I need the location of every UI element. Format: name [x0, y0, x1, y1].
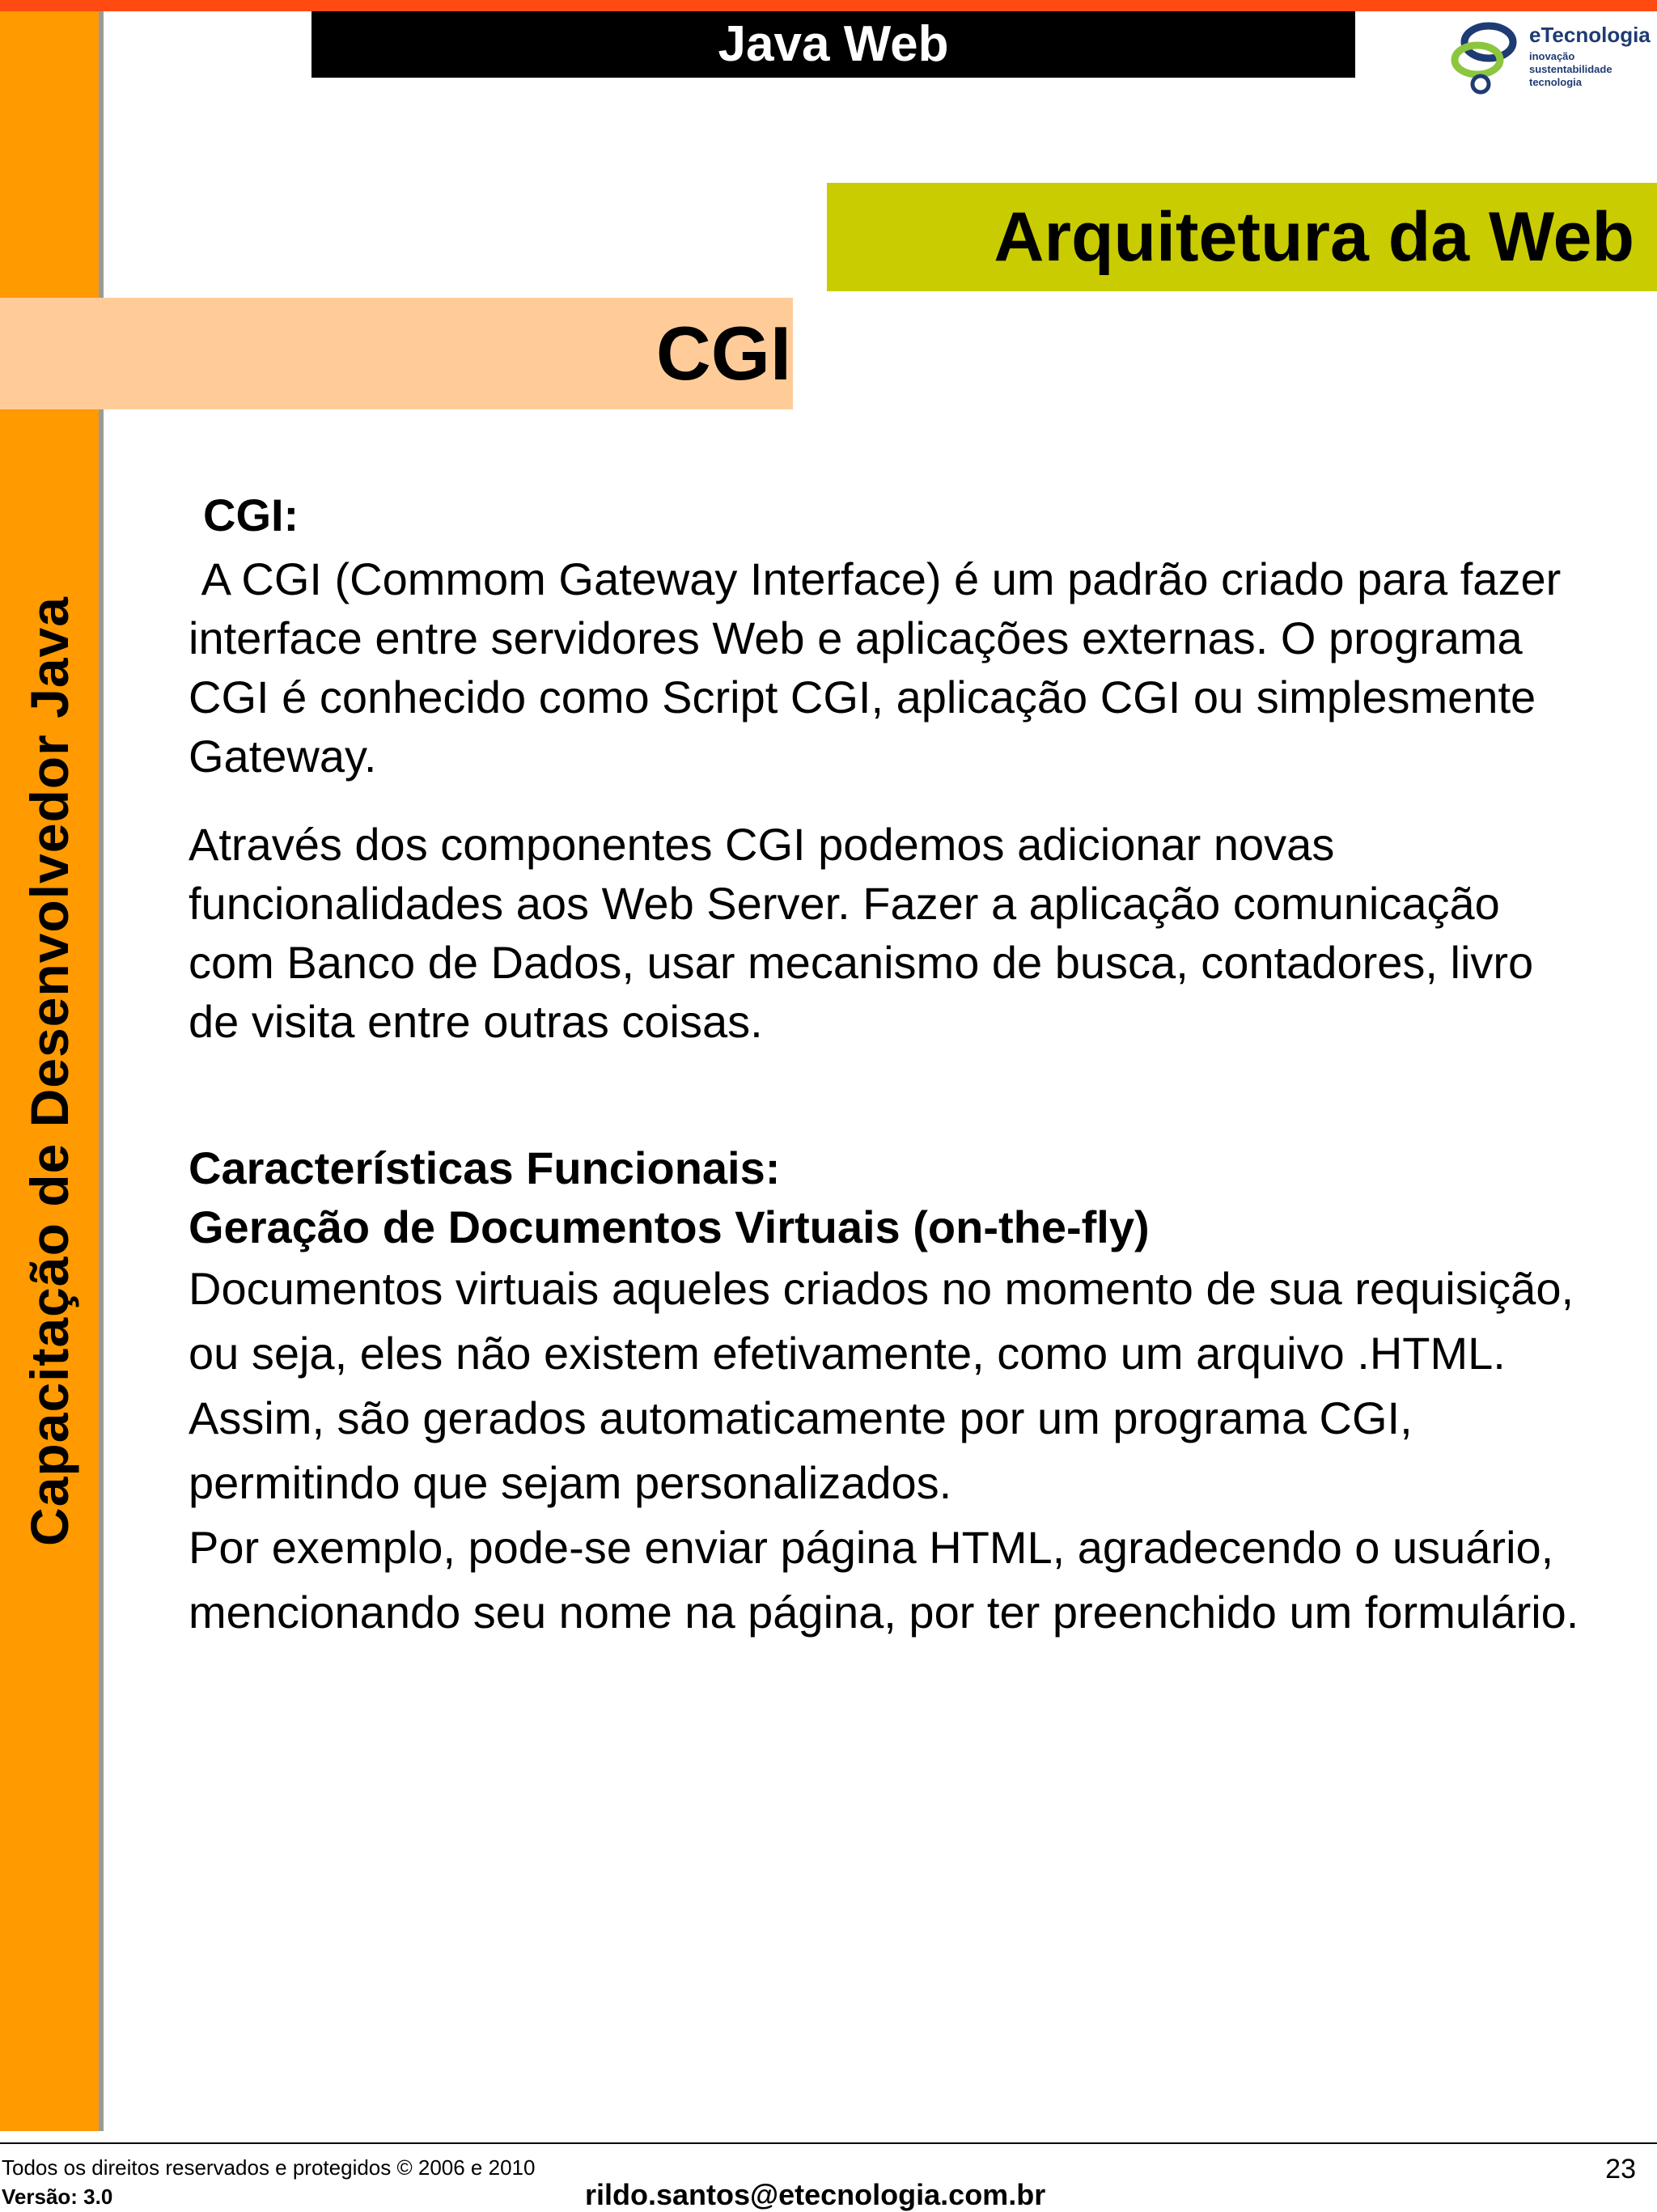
logo-name: eTecnologia — [1529, 23, 1651, 47]
top-accent-strip — [0, 0, 1657, 11]
footer-email: rildo.santos@etecnologia.com.br — [585, 2178, 1046, 2211]
sidebar-title: Capacitação de Desenvolvedor Java — [19, 596, 79, 1546]
logo-icon — [1448, 18, 1523, 95]
features-paragraph-2: Por exemplo, pode-se enviar página HTML, agradecendo o usuário, mencionando seu nome na página, por ter preenchido um formulário. — [189, 1522, 1579, 1638]
footer-copyright: Todos os direitos reservados e protegidos © 2006 e 2010 — [2, 2155, 536, 2180]
features-subheading: Geração de Documentos Virtuais (on-the-fly) — [189, 1201, 1150, 1252]
page-number: 23 — [1605, 2154, 1636, 2184]
cgi-heading: CGI: — [203, 489, 299, 540]
logo-tagline-2: sustentabilidade — [1529, 63, 1613, 75]
subsection-title: CGI — [0, 298, 793, 409]
footer-version: Versão: 3.0 — [2, 2184, 113, 2209]
footer-divider — [0, 2142, 1657, 2144]
logo — [1448, 15, 1655, 95]
paragraph-cgi-definition: A CGI (Commom Gateway Interface) é um padrão criado para fazer interface entre servidores Web e aplicações externas. O programa CGI é conhecido como Script CGI, aplicação CGI ou simplesmente Gateway. — [189, 553, 1574, 782]
logo-tagline-3: tecnologia — [1529, 76, 1583, 88]
features-section — [189, 1138, 1588, 1645]
section-title: Arquitetura da Web — [827, 183, 1657, 291]
header-title: Java Web — [311, 11, 1355, 78]
slide-content — [189, 485, 1588, 1645]
logo-tagline-1: inovação — [1529, 50, 1575, 62]
features-paragraph-1: Documentos virtuais aqueles criados no momento de sua requisição, ou seja, eles não existem efetivamente, como um arquivo .HTML. Assim, são gerados automaticamente por um programa CGI, permitindo que sejam personalizados. — [189, 1263, 1574, 1508]
paragraph-cgi-components: Através dos componentes CGI podemos adicionar novas funcionalidades aos Web Server. Fazer a aplicação comunicação com Banco de Dados, usar mecanismo de busca, contadores, livro de visita entre outras coisas. — [189, 819, 1534, 1047]
features-heading: Características Funcionais: — [189, 1142, 781, 1193]
